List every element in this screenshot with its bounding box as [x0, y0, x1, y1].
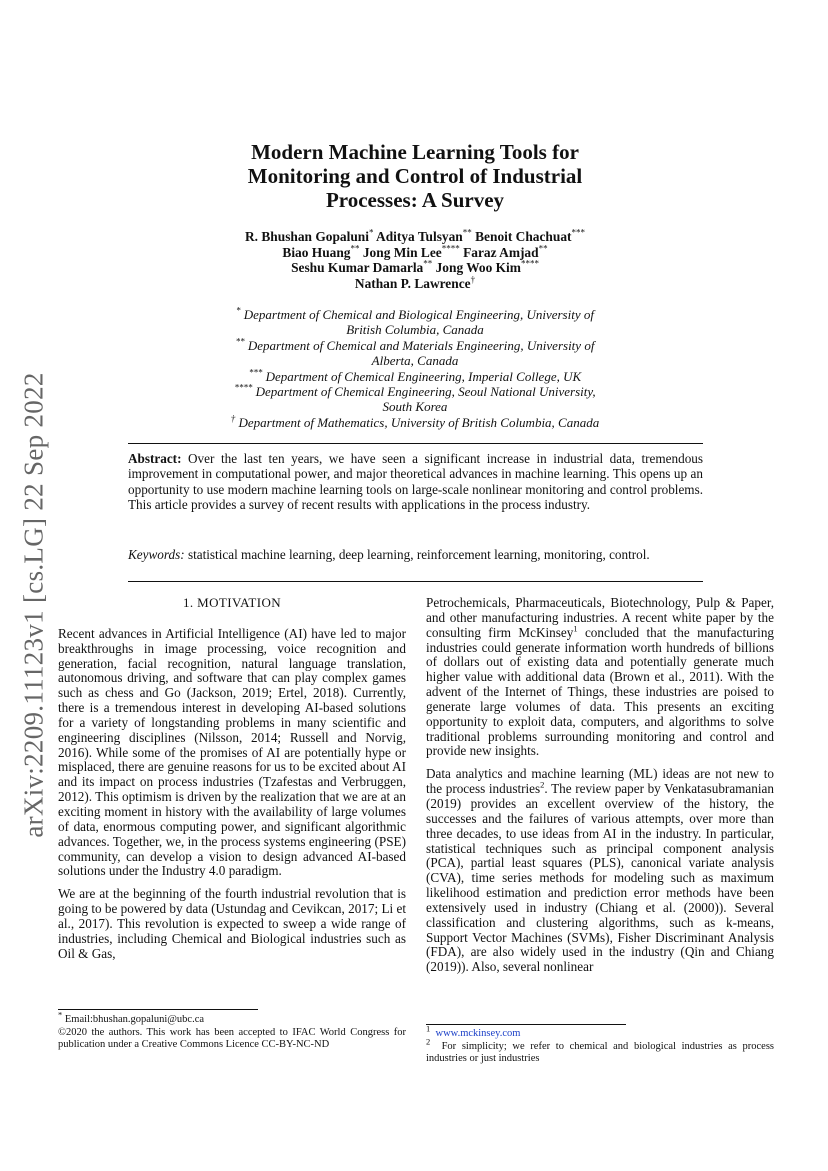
- paragraph: We are at the beginning of the fourth industrial revolution that is going to be powered by data (Ustundag and Cevikcan, 2017; Li et al., 2017). This revolution is expected to sweep a wide range of industries, including Chemical and Biological industries such as Oil & Gas,: [58, 886, 406, 961]
- footnote-copyright: ©2020 the authors. This work has been accepted to IFAC World Congress for publication under a Creative Commons Licence CC-BY-NC-ND: [58, 1026, 406, 1050]
- affiliation: † Department of Mathematics, University of British Columbia, Canada: [230, 413, 600, 430]
- abstract-text: Over the last ten years, we have seen a significant increase in industrial data, tremendous improvement in computational power, and major theoretical advances in machine learning. This opens up an opportunity to use modern machine learning tools on large-scale nonlinear monitoring and control problems. This article provides a survey of recent results with applications in the process industry.: [128, 451, 704, 513]
- author-mark: **: [423, 258, 433, 269]
- left-column: [58, 596, 406, 969]
- author-name: Seshu Kumar Damarla: [291, 260, 424, 275]
- author-name: Aditya Tulsyan: [376, 229, 463, 244]
- abstract-label: Abstract:: [128, 451, 182, 466]
- author-mark: **: [350, 243, 360, 254]
- right-column: [426, 596, 774, 983]
- abstract: [128, 451, 703, 513]
- paper-title: [150, 140, 680, 212]
- abstract-bottom-rule: [128, 581, 703, 582]
- title-line-2: Monitoring and Control of Industrial: [247, 164, 583, 188]
- title-line-3: Processes: A Survey: [325, 188, 505, 212]
- author-mark: †: [470, 274, 476, 285]
- affiliations: [150, 307, 680, 430]
- paragraph: Recent advances in Artificial Intelligence (AI) have led to major breakthroughs in image processing, voice recognition and generation, facial recognition, natural language translation, autonomous driving, and software that can play complex games such as chess and Go (Jackson, 2019; Ertel, 2018). Currently, there is a tremendous interest in developing AI-based solutions for a variety of longstanding problems in many scientific and engineering disciplines (Nilsson, 2014; Russell and Norvig, 2016). While some of the promises of AI are potentially hype or misplaced, there are genuine reasons for us to be excited about AI and its impact on process industries (Tzafestas and Verbruggen, 2012). This optimism is driven by the realization that we are at an exciting moment in history with the availability of large volumes of data, enormous computing power, and significant algorithmic advances. Together, we, in the process systems engineering (PSE) community, can develop a vision to design advanced AI-based solutions under the Industry 4.0 paradigm.: [58, 625, 406, 879]
- footnote-email: * Email:bhushan.gopaluni@ubc.ca: [58, 1009, 205, 1025]
- footnote-1: $^1$ www.mckinsey.com: [426, 1023, 521, 1039]
- paragraph: Data analytics and machine learning (ML) ideas are not new to the process industries$^2$. The review paper by Venkatasubramanian (2019) provides an excellent overview of the history, the successes and the failures of various attempts, over more than three decades, to use ideas from AI in the industry. In particular, statistical techniques such as principal component analysis (PCA), partial least squares (PLS), canonical variate analysis (CVA), time series methods for modeling such as maximum likelihood estimation and prediction error methods have been extensively used in industry (Chiang et al. (2000)). Several classification and clustering algorithms, such as k-means, Support Vector Machines (SVMs), Fisher Discriminant Analysis (FDA), are also widely used in the industry (Qin and Chiang (2019)). Also, several nonlinear: [426, 766, 774, 975]
- author-name: Jong Woo Kim: [435, 260, 521, 275]
- author-mark: **: [462, 227, 472, 238]
- arxiv-sidebar: [14, 365, 54, 845]
- affiliation: *** Department of Chemical Engineering, Imperial College, UK: [248, 367, 582, 384]
- left-footnotes: [58, 1009, 406, 1052]
- abstract-top-rule: [128, 443, 703, 444]
- author-mark: **: [538, 243, 548, 254]
- author-name: Benoit Chachuat: [475, 229, 572, 244]
- keywords-label: Keywords:: [128, 547, 185, 562]
- author-mark: ***: [571, 227, 585, 238]
- author-mark: ****: [441, 243, 460, 254]
- author-name: Biao Huang: [282, 244, 351, 260]
- affiliation: * Department of Chemical and Biological Engineering, University of: [236, 305, 594, 322]
- arxiv-identifier: arXiv:2209.11123v1 [cs.LG] 22 Sep 2022: [18, 372, 49, 838]
- affiliation-cont: South Korea: [382, 399, 448, 415]
- affiliation: **** Department of Chemical Engineering, Seoul National University,: [234, 382, 596, 400]
- footnote-rule: [58, 1009, 258, 1010]
- keywords-text: statistical machine learning, deep learning, reinforcement learning, monitoring, control.: [187, 547, 650, 562]
- paragraph: Petrochemicals, Pharmaceuticals, Biotechnology, Pulp & Paper, and other manufacturing industries. A recent white paper by the consulting firm McKinsey$^1$ concluded that the manufacturing industries could generate information worth hundreds of billions of dollars out of existing data and potentially generate much higher value with additional data (Brown et al., 2011). With the advent of the Internet of Things, these industries are poised to generate large volumes of data. This presents an exciting opportunity to exploit data, computers, and algorithms to solve traditional problems surrounding monitoring and control and provide new insights.: [426, 595, 775, 759]
- author-name: R. Bhushan Gopaluni: [245, 229, 369, 244]
- author-list: [150, 229, 680, 291]
- author-name: Nathan P. Lawrence: [354, 275, 471, 291]
- footnote-ref[interactable]: 2: [540, 779, 545, 790]
- author-mark: *: [368, 227, 374, 238]
- title-line-1: Modern Machine Learning Tools for: [251, 140, 579, 164]
- right-footnotes: [426, 1023, 775, 1066]
- footnote-2: $^2$ For simplicity; we refer to chemical and biological industries as process industries or just industries: [426, 1036, 775, 1064]
- affiliation-cont: British Columbia, Canada: [346, 322, 484, 338]
- footnote-rule: [426, 1024, 626, 1025]
- footnote-ref[interactable]: 1: [573, 623, 578, 634]
- affiliation: ** Department of Chemical and Materials Engineering, University of: [235, 336, 595, 353]
- author-name: Jong Min Lee: [362, 244, 442, 260]
- keywords: [128, 547, 703, 562]
- section-heading: 1. MOTIVATION: [182, 595, 282, 610]
- mckinsey-link[interactable]: www.mckinsey.com: [435, 1028, 521, 1039]
- author-name: Faraz Amjad: [463, 244, 539, 260]
- author-mark: ****: [520, 258, 539, 269]
- affiliation-cont: Alberta, Canada: [371, 353, 459, 369]
